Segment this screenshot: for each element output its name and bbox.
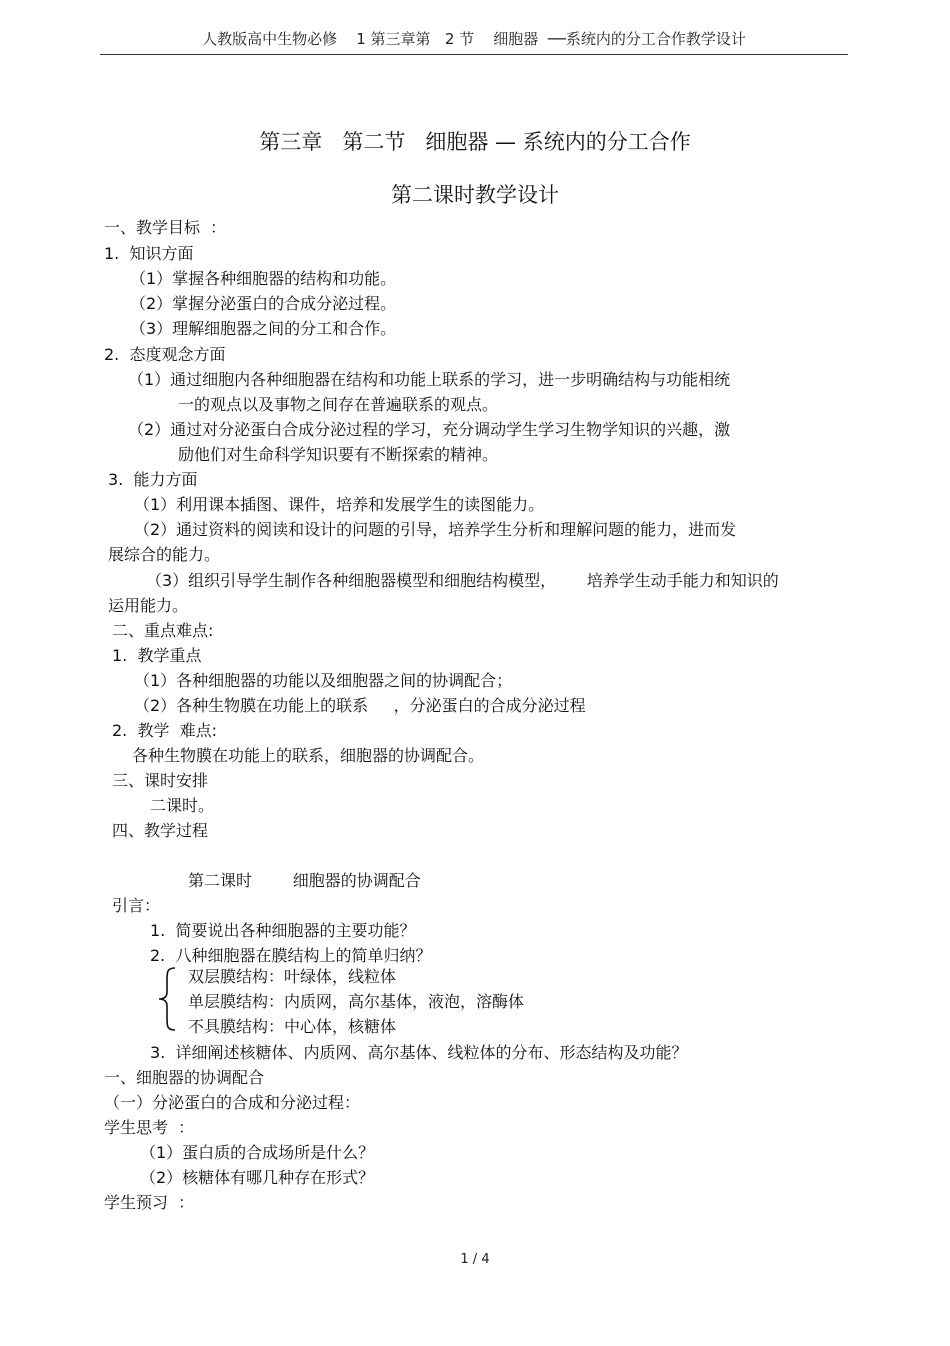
list-item: （2）核糖体有哪几种存在形式？ [140, 1168, 375, 1187]
section-heading: 一、教学目标 ： [104, 218, 227, 237]
list-item: （1）蛋白质的合成场所是什么？ [140, 1143, 375, 1162]
list-item: （1）掌握各种细胞器的结构和功能。 [130, 269, 397, 288]
subsection-heading: 2. 教学 难点: [112, 721, 218, 740]
section-heading: 四、教学过程 [112, 821, 209, 840]
curly-brace-icon [156, 966, 182, 1032]
subsection-heading: 学生预习 ： [104, 1193, 195, 1212]
subsection-heading: 1. 教学重点 [112, 646, 202, 665]
subsection-heading: （一）分泌蛋白的合成和分泌过程： [104, 1093, 361, 1112]
lesson-heading: 第二课时 细胞器的协调配合 [188, 871, 421, 890]
list-item-continuation: 运用能力。 [108, 596, 189, 615]
membrane-category: 单层膜结构：内质网，高尔基体，液泡，溶酶体 [188, 992, 525, 1011]
subsection-heading: 1. 知识方面 [104, 244, 194, 263]
list-item: （2）通过资料的阅读和设计的问题的引导，培养学生分析和理解问题的能力，进而发 [134, 520, 737, 539]
list-item: 3. 详细阐述核糖体、内质网、高尔基体、线粒体的分布、形态结构及功能？ [150, 1043, 688, 1062]
subsection-heading: 3. 能力方面 [108, 470, 198, 489]
paragraph: 二课时。 [150, 796, 215, 815]
list-item: （1）利用课本插图、课件，培养和发展学生的读图能力。 [134, 495, 545, 514]
list-item: 1. 简要说出各种细胞器的主要功能？ [150, 921, 416, 940]
subsection-heading: 2. 态度观念方面 [104, 345, 226, 364]
header-divider [100, 54, 848, 55]
list-item: （1）各种细胞器的功能以及细胞器之间的协调配合； [134, 671, 513, 690]
list-item: （3）理解细胞器之间的分工和合作。 [130, 319, 397, 338]
list-item: （2）通过对分泌蛋白合成分泌过程的学习，充分调动学生学习生物学知识的兴趣，激 [128, 420, 731, 439]
list-item: （1）通过细胞内各种细胞器在结构和功能上联系的学习，进一步明确结构与功能相统 [128, 370, 731, 389]
section-heading: 二、重点难点: [112, 621, 214, 640]
page-number: 1 / 4 [460, 1252, 490, 1267]
document-title: 第三章 第二节 细胞器 — 系统内的分工合作 [259, 130, 691, 154]
list-item: （2）各种生物膜在功能上的联系 ，分泌蛋白的合成分泌过程 [134, 696, 586, 715]
section-heading: 一、细胞器的协调配合 [104, 1068, 265, 1087]
subsection-heading: 引言： [112, 896, 161, 915]
section-heading: 三、课时安排 [112, 771, 209, 790]
document-subtitle: 第二课时教学设计 [391, 183, 559, 207]
paragraph: 各种生物膜在功能上的联系，细胞器的协调配合。 [132, 746, 485, 765]
list-item: （2）掌握分泌蛋白的合成分泌过程。 [130, 294, 397, 313]
membrane-category: 双层膜结构：叶绿体，线粒体 [188, 967, 397, 986]
list-item-continuation: 励他们对生命科学知识要有不断探索的精神。 [178, 445, 499, 464]
list-item-continuation: 一的观点以及事物之间存在普遍联系的观点。 [178, 395, 499, 414]
running-header: 人教版高中生物必修 1 第三章第 2 节 细胞器 ──系统内的分工合作教学设计 [202, 30, 746, 48]
list-item-continuation: 展综合的能力。 [108, 545, 221, 564]
list-item: 2. 八种细胞器在膜结构上的简单归纳？ [150, 946, 432, 965]
membrane-category: 不具膜结构：中心体，核糖体 [188, 1017, 397, 1036]
subsection-heading: 学生思考 ： [104, 1118, 195, 1137]
list-item: （3）组织引导学生制作各种细胞器模型和细胞结构模型， 培养学生动手能力和知识的 [146, 571, 779, 590]
